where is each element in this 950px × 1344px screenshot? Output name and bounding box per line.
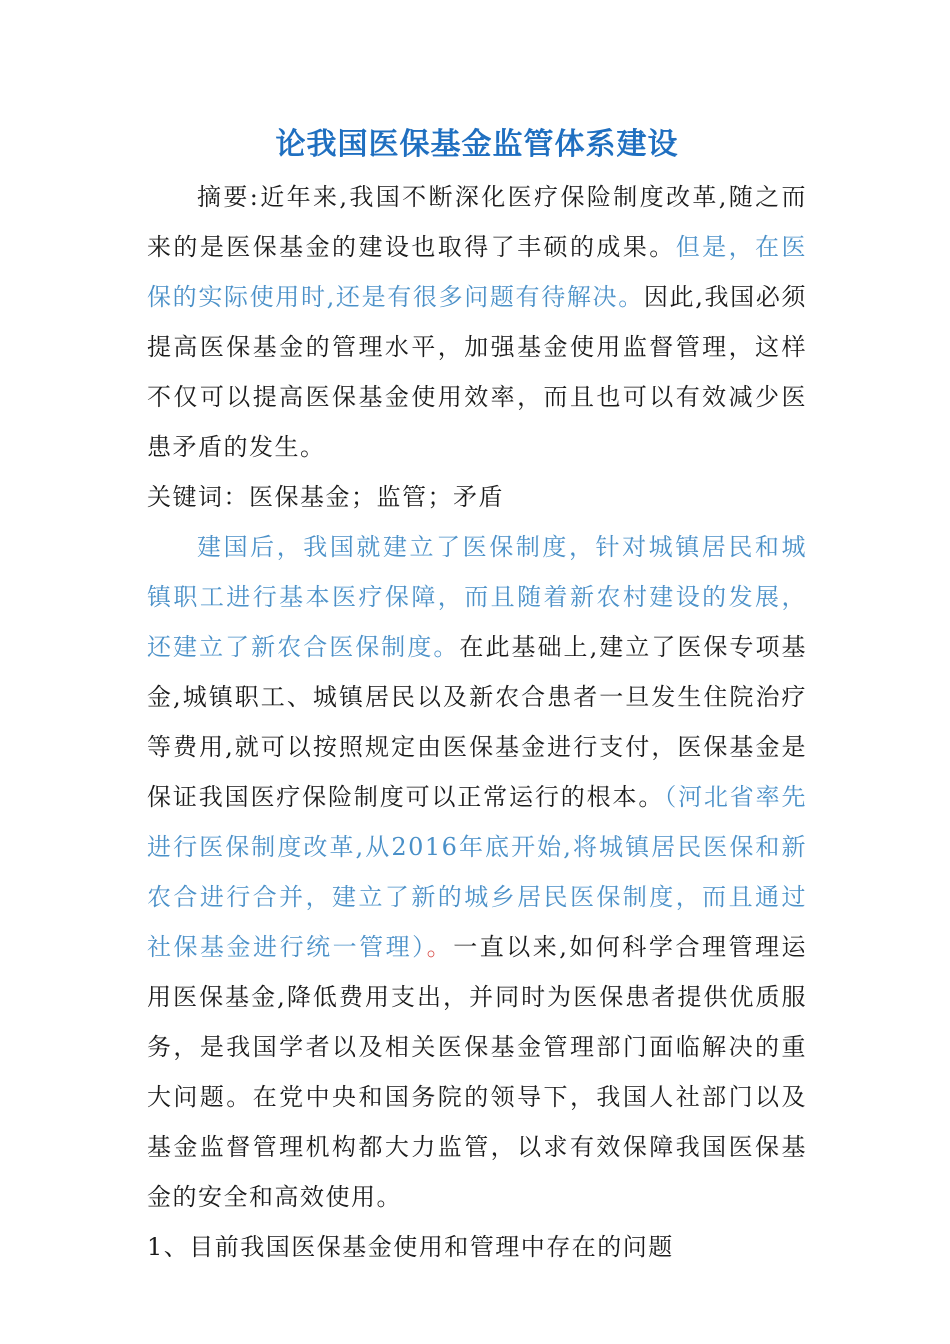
body-period-mark: 。 [426, 933, 454, 961]
body-highlight-intro: 建国后，我国就建立了医保制度，针对城镇居民和城镇职工进行基本医疗保障，而且随着新农村建设的发展，还建立了新农合医保制度。 [147, 533, 807, 661]
document-title: 论我国医保基金监管体系建设 [275, 127, 679, 162]
body-highlight-hebei: （河北省率先进行医保制度改革,从2016年底开始,将城镇居民医保和新农合进行合并，建立了新的城乡居民医保制度，而且通过社保基金进行统一管理） [147, 783, 808, 961]
abstract-text: 近年来,我国不断深化医疗保险制度改革,随之而来的是医保基金的建设也取得了丰硕的成果。 [147, 183, 807, 261]
document-page [147, 120, 807, 1272]
abstract-label: 摘要: [197, 183, 260, 211]
abstract-text-continued: 因此,我国必须提高医保基金的管理水平，加强基金使用监督管理，这样不仅可以提高医保基金使用效率，而且也可以有效减少医患矛盾的发生。 [147, 283, 807, 461]
body-text-fund: 在此基础上,建立了医保专项基金,城镇职工、城镇居民以及新农合患者一旦发生住院治疗等费用,就可以按照规定由医保基金进行支付，医保基金是保证我国医疗保险制度可以正常运行的根本。 [147, 633, 807, 811]
abstract-paragraph [147, 172, 807, 472]
keywords-line: 关键词：医保基金；监管；矛盾 [147, 483, 504, 511]
abstract-highlight: 但是，在医保的实际使用时,还是有很多问题有待解决。 [147, 233, 807, 311]
body-text-management: 一直以来,如何科学合理管理运用医保基金,降低费用支出，并同时为医保患者提供优质服务，是我国学者以及相关医保基金管理部门面临解决的重大问题。在党中央和国务院的领导下，我国人社部门以及基金监督管理机构都大力监管，以求有效保障我国医保基金的安全和高效使用。 [147, 933, 808, 1211]
section-heading-1: 1、目前我国医保基金使用和管理中存在的问题 [147, 1233, 674, 1261]
body-paragraph [147, 522, 807, 1222]
